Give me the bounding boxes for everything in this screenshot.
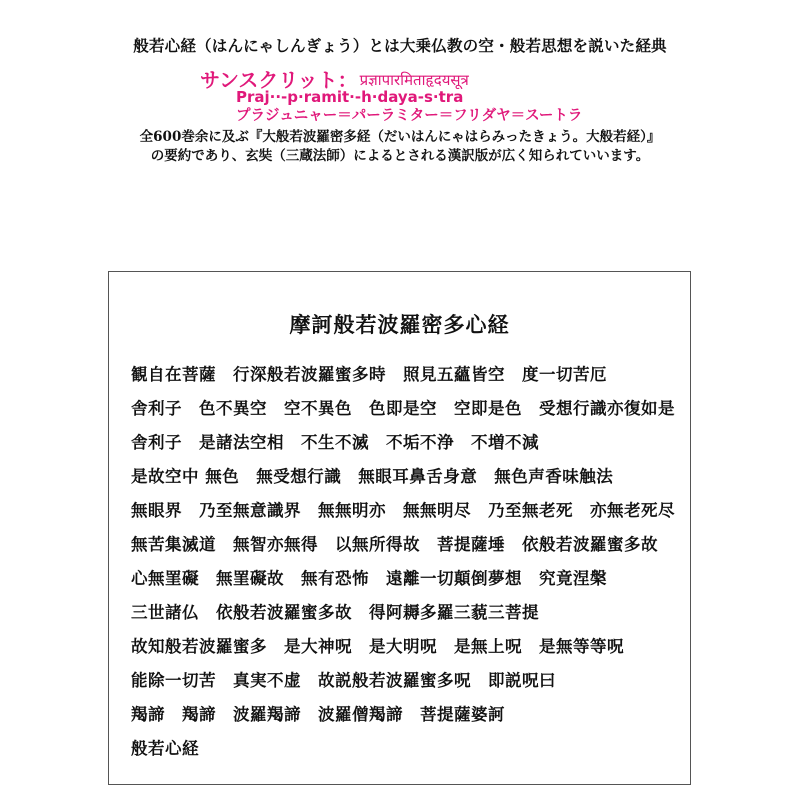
sutra-line: [131, 392, 676, 426]
sutra-line: [131, 664, 676, 698]
sanskrit-block: [200, 64, 620, 124]
sutra-phrase: 色即是空: [369, 399, 437, 418]
sutra-phrase: 度一切苦厄: [522, 365, 607, 384]
sutra-title: 摩訶般若波羅密多心経: [289, 312, 510, 337]
sutra-line: [131, 698, 676, 732]
sutra-phrase: 三世諸仏: [131, 603, 199, 622]
sutra-phrase: 依般若波羅蜜多故: [522, 535, 658, 554]
sutra-line: [131, 596, 676, 630]
sutra-phrase: 波羅羯諦: [233, 705, 301, 724]
sutra-phrase: 羯諦: [182, 705, 216, 724]
sanskrit-label: サンスクリット：: [200, 68, 358, 92]
sanskrit-katakana: プラジュニャー＝パーラミター＝フリダヤ＝スートラ: [236, 108, 583, 124]
sutra-phrase: 無罣礙故: [216, 569, 284, 588]
sutra-phrase: 羯諦: [131, 705, 165, 724]
sutra-phrase: 依般若波羅蜜多故: [216, 603, 352, 622]
sutra-phrase: 故説般若波羅蜜多呪: [318, 671, 471, 690]
sutra-phrase: 般若心経: [131, 739, 199, 758]
sutra-line: [131, 358, 676, 392]
intro-text: 般若心経（はんにゃしんぎょう）とは大乗仏教の空・般若思想を説いた経典: [133, 36, 667, 55]
sutra-phrase: 無受想行識: [256, 467, 342, 486]
sutra-phrase: 無色声香味触法: [494, 467, 614, 486]
sutra-phrase: 行深般若波羅蜜多時: [233, 365, 386, 384]
sanskrit-romanized: Praj··-p·ramit·-h·daya-s·tra: [236, 88, 464, 106]
sutra-line: [131, 494, 676, 528]
sutra-phrase: 菩提薩婆訶: [420, 705, 505, 724]
sutra-lines: [131, 358, 676, 766]
sutra-phrase: 是故空中 無色: [131, 467, 240, 486]
sutra-phrase: 舎利子: [131, 399, 182, 418]
sutra-phrase: 亦無老死尽: [590, 501, 675, 520]
sutra-phrase: 是諸法空相: [199, 433, 284, 452]
sutra-phrase: 得阿耨多羅三藐三菩提: [369, 603, 539, 622]
sutra-phrase: 是大明呪: [369, 637, 437, 656]
sutra-box: [108, 271, 691, 785]
sutra-phrase: 無智亦無得: [233, 535, 318, 554]
sutra-phrase: 故知般若波羅蜜多: [131, 637, 267, 656]
sutra-phrase: 色不異空: [199, 399, 267, 418]
sutra-phrase: 不増不減: [471, 433, 539, 452]
sanskrit-devanagari: प्रज्ञापारमिताहृदयसूत्र: [359, 71, 469, 89]
sutra-phrase: 無有恐怖: [301, 569, 369, 588]
sutra-line: [131, 426, 676, 460]
sutra-phrase: 遠離一切顛倒夢想: [386, 569, 522, 588]
sutra-phrase: 観自在菩薩: [131, 365, 216, 384]
sutra-phrase: 無眼界: [131, 501, 182, 520]
sutra-phrase: 不生不滅: [301, 433, 369, 452]
note-text: [0, 128, 800, 166]
sutra-line: [131, 732, 676, 766]
sutra-phrase: 是無等等呪: [539, 637, 624, 656]
sutra-phrase: 真実不虚: [233, 671, 301, 690]
sutra-phrase: 波羅僧羯諦: [318, 705, 403, 724]
sutra-phrase: 菩提薩埵: [437, 535, 505, 554]
sutra-phrase: 是無上呪: [454, 637, 522, 656]
sutra-line: [131, 562, 676, 596]
note-line-2: の要約であり、玄奘（三蔵法師）によるとされる漢訳版が広く知られていいます。: [150, 148, 650, 164]
sutra-phrase: 照見五蘊皆空: [403, 365, 505, 384]
sutra-phrase: 無無明亦: [318, 501, 386, 520]
sutra-phrase: 能除一切苦: [131, 671, 216, 690]
sutra-phrase: 空不異色: [284, 399, 352, 418]
sutra-phrase: 不垢不浄: [386, 433, 454, 452]
sutra-line: [131, 630, 676, 664]
sutra-phrase: 究竟涅槃: [539, 569, 607, 588]
sutra-phrase: 乃至無意識界: [199, 501, 301, 520]
sutra-phrase: 受想行識亦復如是: [539, 399, 675, 418]
sutra-phrase: 是大神呪: [284, 637, 352, 656]
sutra-phrase: 無眼耳鼻舌身意: [358, 467, 478, 486]
sutra-phrase: 無苦集滅道: [131, 535, 216, 554]
sutra-phrase: 空即是色: [454, 399, 522, 418]
sutra-phrase: 乃至無老死: [488, 501, 573, 520]
note-line-1: 全600巻余に及ぶ『大般若波羅密多経（だいはんにゃはらみったきょう。大般若経）』: [139, 129, 661, 145]
sutra-line: [131, 460, 676, 494]
sutra-phrase: 無無明尽: [403, 501, 471, 520]
sutra-phrase: 舎利子: [131, 433, 182, 452]
sutra-line: [131, 528, 676, 562]
sutra-phrase: 以無所得故: [335, 535, 420, 554]
sutra-phrase: 即説呪曰: [488, 671, 556, 690]
sutra-phrase: 心無罣礙: [131, 569, 199, 588]
